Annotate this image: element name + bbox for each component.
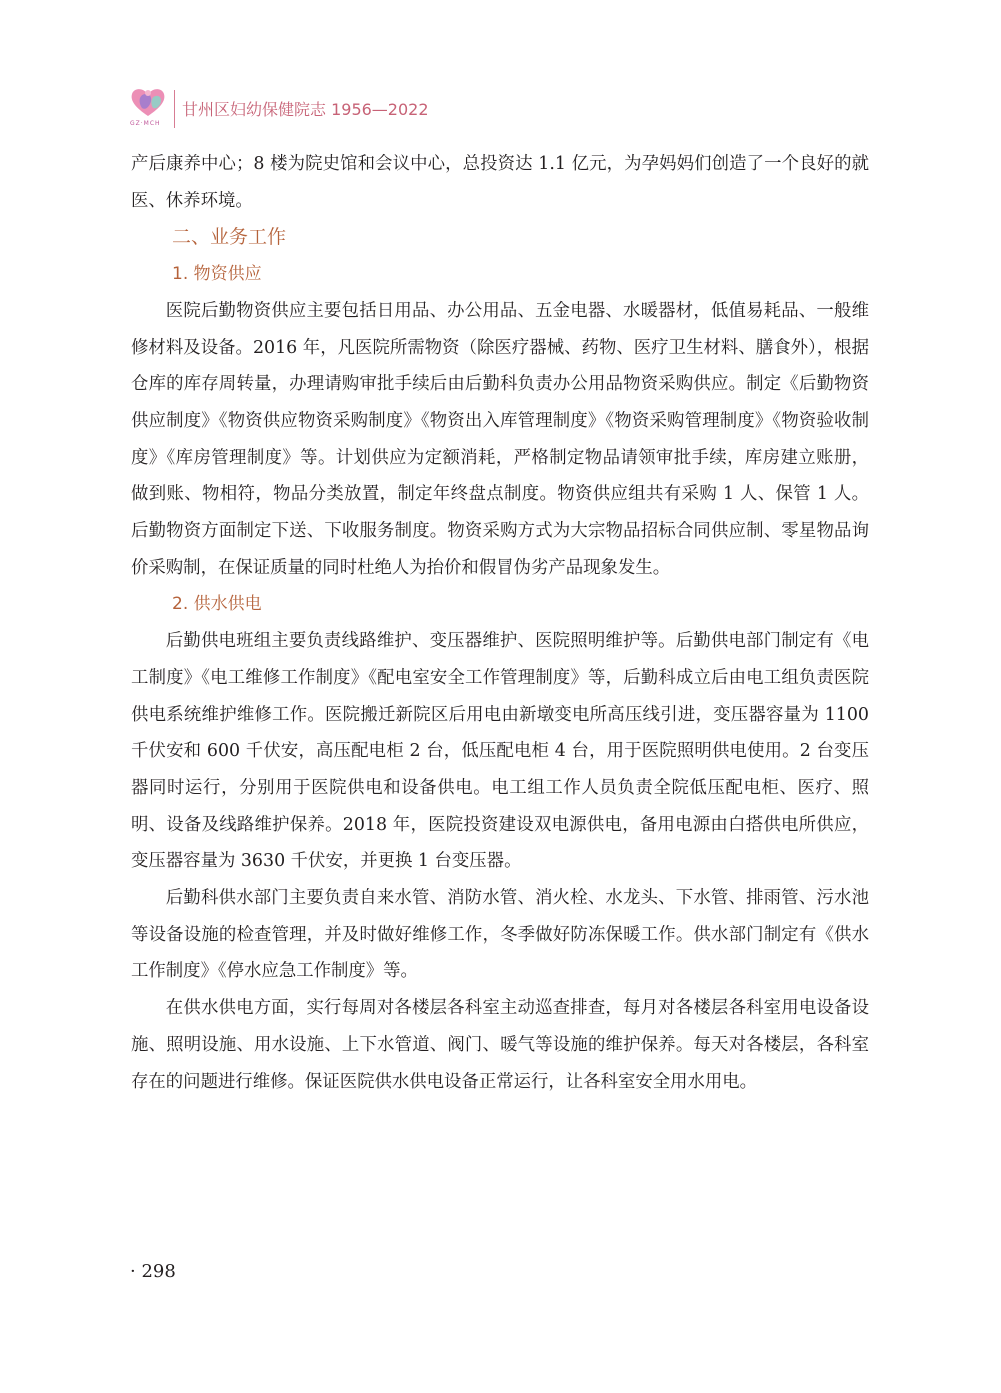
subsection-heading-supplies: 1. 物资供应 [172, 264, 262, 285]
paragraph-maintenance: 在供水供电方面，实行每周对各楼层各科室主动巡查排查，每月对各楼层各科室用电设备设施、照明设施、用水设施、上下水管道、阀门、暖气等设施的维护保养。每天对各楼层，各科室存在的问题进行维修。保证医院供水供电设备正常运行，让各科室安全用水用电。 [131, 998, 869, 1092]
page-body [131, 146, 869, 1100]
paragraph-continued: 产后康养中心；8 楼为院史馆和会议中心，总投资达 1.1 亿元，为孕妈妈们创造了一个良好的就医、休养环境。 [131, 154, 869, 211]
running-header [128, 84, 548, 134]
paragraph-water-supply: 后勤科供水部门主要负责自来水管、消防水管、消火栓、水龙头、下水管、排雨管、污水池等设备设施的检查管理，并及时做好维修工作，冬季做好防冻保暖工作。供水部门制定有《供水工作制度》《停水应急工作制度》等。 [131, 888, 869, 982]
logo-caption: GZ·MCH [130, 120, 161, 127]
header-divider [174, 90, 175, 128]
section-heading: 二、业务工作 [172, 226, 287, 249]
page-number: · 298 [130, 1261, 176, 1282]
heart-logo-icon [128, 84, 168, 120]
book-title: 甘州区妇幼保健院志 1956—2022 [182, 100, 429, 119]
paragraph-supplies: 医院后勤物资供应主要包括日用品、办公用品、五金电器、水暖器材，低值易耗品、一般维修材料及设备。2016 年，凡医院所需物资（除医疗器械、药物、医疗卫生材料、膳食外），根据仓库的库存周转量，办理请购审批手续后由后勤科负责办公用品物资采购供应。制定《后勤物资供应制度》《物资供应物资采购制度》《物资出入库管理制度》《物资采购管理制度》《物资验收制度》《库房管理制度》等。计划供应为定额消耗，严格制定物品请领审批手续，库房建立账册，做到账、物相符，物品分类放置，制定年终盘点制度。物资供应组共有采购 1 人、保管 1 人。后勤物资方面制定下送、下收服务制度。物资采购方式为大宗物品招标合同供应制、零星物品询价采购制，在保证质量的同时杜绝人为抬价和假冒伪劣产品现象发生。 [131, 300, 869, 578]
hospital-logo [128, 84, 168, 132]
paragraph-power-supply: 后勤供电班组主要负责线路维护、变压器维护、医院照明维护等。后勤供电部门制定有《电工制度》《电工维修工作制度》《配电室安全工作管理制度》等，后勤科成立后由电工组负责医院供电系统维护维修工作。医院搬迁新院区后用电由新墩变电所高压线引进，变压器容量为 1100 千伏安和 600 千伏安，高压配电柜 2 台，低压配电柜 4 台，用于医院照明供电使用。2 台变压器同时运行，分别用于医院供电和设备供电。电工组工作人员负责全院低压配电柜、医疗、照明、设备及线路维护保养。2018 年，医院投资建设双电源供电，备用电源由白搭供电所供应，变压器容量为 3630 千伏安，并更换 1 台变压器。 [131, 631, 869, 872]
subsection-heading-water-power: 2. 供水供电 [172, 594, 262, 615]
